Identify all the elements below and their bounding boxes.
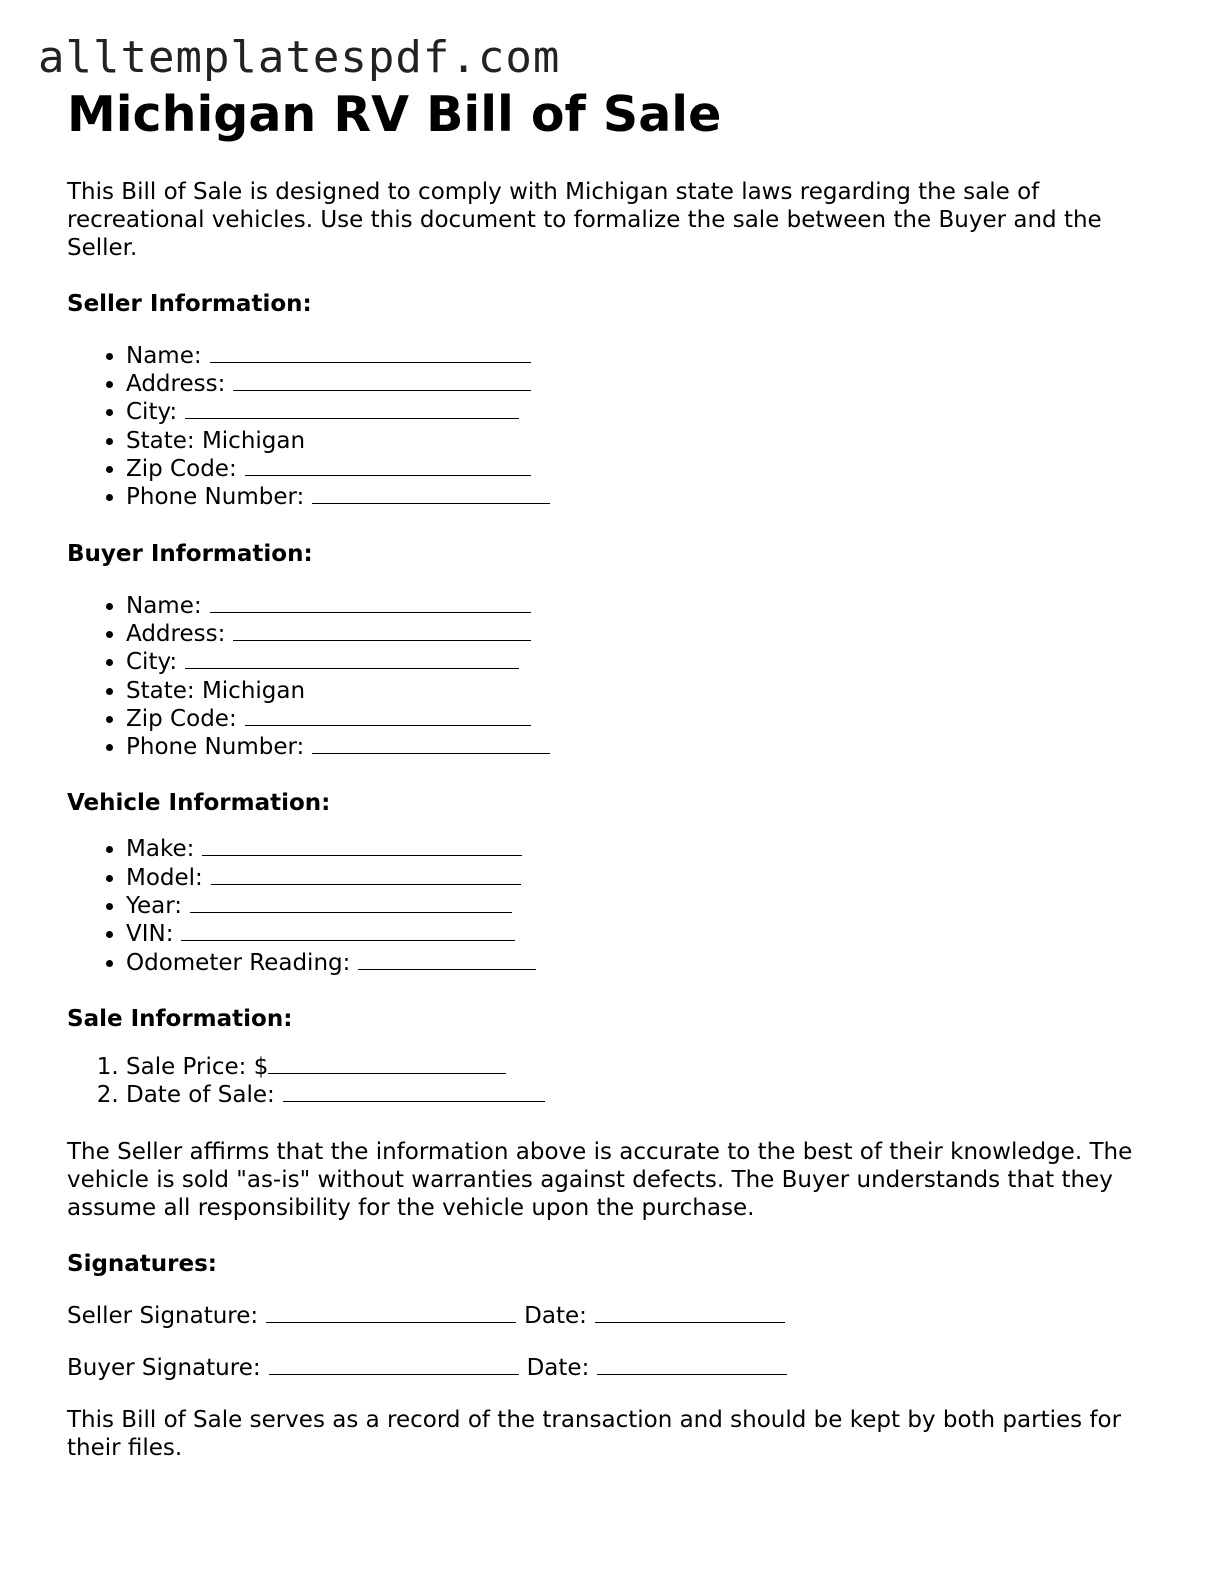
seller-city-field[interactable] (185, 398, 519, 419)
intro-paragraph: This Bill of Sale is designed to comply with Michigan state laws regarding the sale of recreational vehicles. Use this document to formalize the sale between the Buyer and the Seller. (67, 178, 1102, 261)
buyer-state-label: State: Michigan (126, 677, 306, 704)
buyer-address-label: Address: (126, 620, 226, 647)
list-item (126, 620, 1157, 648)
document-body (67, 88, 1157, 1462)
sale-information-list (67, 1053, 1157, 1110)
seller-phone-field[interactable] (312, 483, 550, 504)
buyer-signature-date-label: Date: (526, 1354, 590, 1381)
document-title: Michigan RV Bill of Sale (67, 86, 722, 143)
seller-zip-field[interactable] (245, 455, 531, 476)
sale-date-label: Date of Sale: (126, 1082, 275, 1109)
list-item (126, 705, 1157, 733)
vehicle-make-field[interactable] (202, 835, 522, 856)
vehicle-model-label: Model: (126, 864, 203, 891)
list-item (126, 949, 1157, 977)
seller-name-label: Name: (126, 342, 202, 369)
buyer-name-field[interactable] (210, 592, 531, 613)
seller-information-list (67, 342, 1157, 512)
list-item (126, 920, 1157, 948)
buyer-city-field[interactable] (185, 648, 519, 669)
buyer-address-field[interactable] (233, 620, 531, 641)
seller-signature-label: Seller Signature: (67, 1302, 259, 1329)
vehicle-year-label: Year: (126, 893, 183, 920)
list-item (126, 342, 1157, 370)
seller-state-label: State: Michigan (126, 427, 306, 454)
list-item (126, 733, 1157, 761)
buyer-signature-row (67, 1354, 1157, 1382)
vehicle-odometer-field[interactable] (358, 949, 536, 970)
watermark: alltemplatespdf.com (38, 32, 561, 83)
buyer-signature-field[interactable] (269, 1354, 519, 1375)
seller-phone-label: Phone Number: (126, 484, 305, 511)
list-item (126, 592, 1157, 620)
list-item (126, 864, 1157, 892)
vehicle-model-field[interactable] (211, 864, 521, 885)
vehicle-year-field[interactable] (190, 892, 512, 913)
closing-paragraph: This Bill of Sale serves as a record of the transaction and should be kept by both parties for their files. (67, 1406, 1122, 1461)
list-item (126, 398, 1157, 426)
buyer-phone-label: Phone Number: (126, 734, 305, 761)
list-item (126, 835, 1157, 863)
list-item (126, 648, 1157, 676)
affirmation-paragraph: The Seller affirms that the information above is accurate to the best of their knowledge. The vehicle is sold "as-is" without warranties against defects. The Buyer understands that they assume all responsibility for the vehicle upon the purchase. (67, 1138, 1133, 1221)
seller-signature-date-label: Date: (524, 1302, 587, 1329)
list-item (126, 892, 1157, 920)
seller-signature-date-field[interactable] (595, 1302, 785, 1323)
vehicle-make-label: Make: (126, 836, 195, 863)
seller-name-field[interactable] (210, 342, 531, 363)
list-item (126, 1081, 1157, 1109)
sale-price-field[interactable] (268, 1053, 506, 1074)
buyer-zip-field[interactable] (245, 705, 531, 726)
seller-information-heading: Seller Information: (67, 290, 312, 317)
buyer-zip-label: Zip Code: (126, 705, 237, 732)
list-item (126, 677, 1157, 705)
buyer-phone-field[interactable] (312, 733, 550, 754)
sale-date-field[interactable] (283, 1081, 545, 1102)
list-item (126, 370, 1157, 398)
list-item (126, 427, 1157, 455)
seller-signature-row (67, 1302, 1157, 1330)
buyer-name-label: Name: (126, 592, 202, 619)
seller-zip-label: Zip Code: (126, 456, 237, 483)
buyer-city-label: City: (126, 649, 178, 676)
list-item (126, 455, 1157, 483)
sale-information-heading: Sale Information: (67, 1005, 293, 1032)
seller-city-label: City: (126, 399, 178, 426)
buyer-information-list (67, 592, 1157, 762)
seller-signature-field[interactable] (266, 1302, 516, 1323)
buyer-information-heading: Buyer Information: (67, 540, 313, 567)
vehicle-vin-field[interactable] (181, 920, 515, 941)
vehicle-vin-label: VIN: (126, 921, 174, 948)
list-item (126, 1053, 1157, 1081)
buyer-signature-label: Buyer Signature: (67, 1354, 261, 1381)
sale-price-label: Sale Price: $ (126, 1053, 269, 1080)
buyer-signature-date-field[interactable] (597, 1354, 787, 1375)
vehicle-information-heading: Vehicle Information: (67, 790, 331, 817)
vehicle-information-list (67, 835, 1157, 976)
vehicle-odometer-label: Odometer Reading: (126, 949, 351, 976)
signatures-heading: Signatures: (67, 1250, 218, 1277)
seller-address-field[interactable] (233, 370, 531, 391)
seller-address-label: Address: (126, 371, 226, 398)
list-item (126, 483, 1157, 511)
